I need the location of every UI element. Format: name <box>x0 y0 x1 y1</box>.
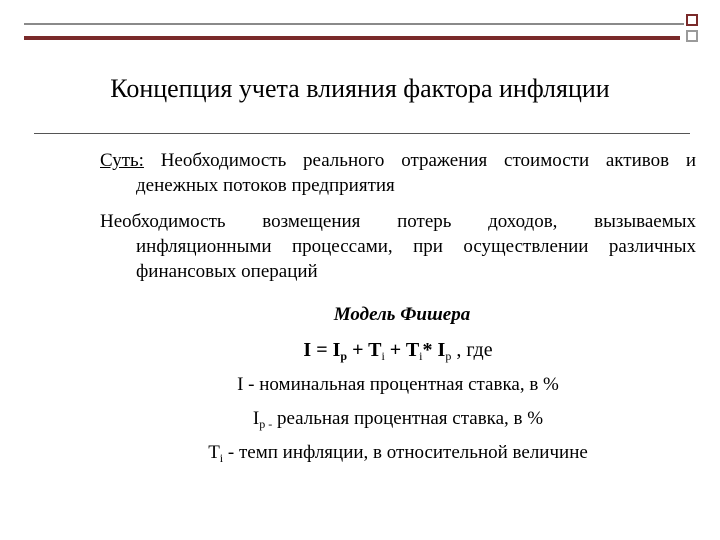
legend-infl-symbol: T <box>208 442 220 463</box>
formula-sub-i: i <box>381 349 385 363</box>
title-separator <box>34 133 690 134</box>
legend-infl-text: - темп инфляции, в относительной величине <box>223 442 588 463</box>
legend-real-rate <box>100 406 696 437</box>
need-paragraph: Необходимость возмещения потерь доходов, вызываемых инфляционными процессами, при осуществлении различных финансовых операций <box>100 211 696 282</box>
fisher-formula <box>100 338 696 369</box>
formula-sub-p: p <box>340 349 348 363</box>
formula-lhs: I = I <box>303 339 341 361</box>
legend-nominal-rate: I - номинальная процентная ставка, в % <box>237 374 559 395</box>
formula-star-i: * I <box>422 339 446 361</box>
corner-square-top <box>686 14 698 26</box>
legend-infl-sub: i <box>219 451 224 465</box>
header-decoration-bar <box>24 14 680 40</box>
essence-label: Суть: <box>100 150 144 171</box>
model-title: Модель Фишера <box>333 304 471 325</box>
formula-where: , где <box>451 339 493 361</box>
legend-real-symbol: I <box>252 408 260 429</box>
formula-plus-t: + T <box>347 339 382 361</box>
formula-sub-p2: p <box>445 349 452 363</box>
essence-text: Необходимость реального отражения стоимости активов и денежных потоков предприятия <box>136 150 696 196</box>
legend-real-text: реальная процентная ставка, в % <box>272 408 544 429</box>
formula-plus-t2: + T <box>384 339 420 361</box>
essence-paragraph <box>100 148 696 198</box>
formula-sub-i2: i <box>419 349 423 363</box>
corner-square-bottom <box>686 30 698 42</box>
slide-title: Концепция учета влияния фактора инфляции <box>110 74 610 103</box>
legend-inflation-rate <box>100 440 696 471</box>
legend-real-sub: p - <box>259 417 273 431</box>
header-decoration-line <box>24 23 684 25</box>
